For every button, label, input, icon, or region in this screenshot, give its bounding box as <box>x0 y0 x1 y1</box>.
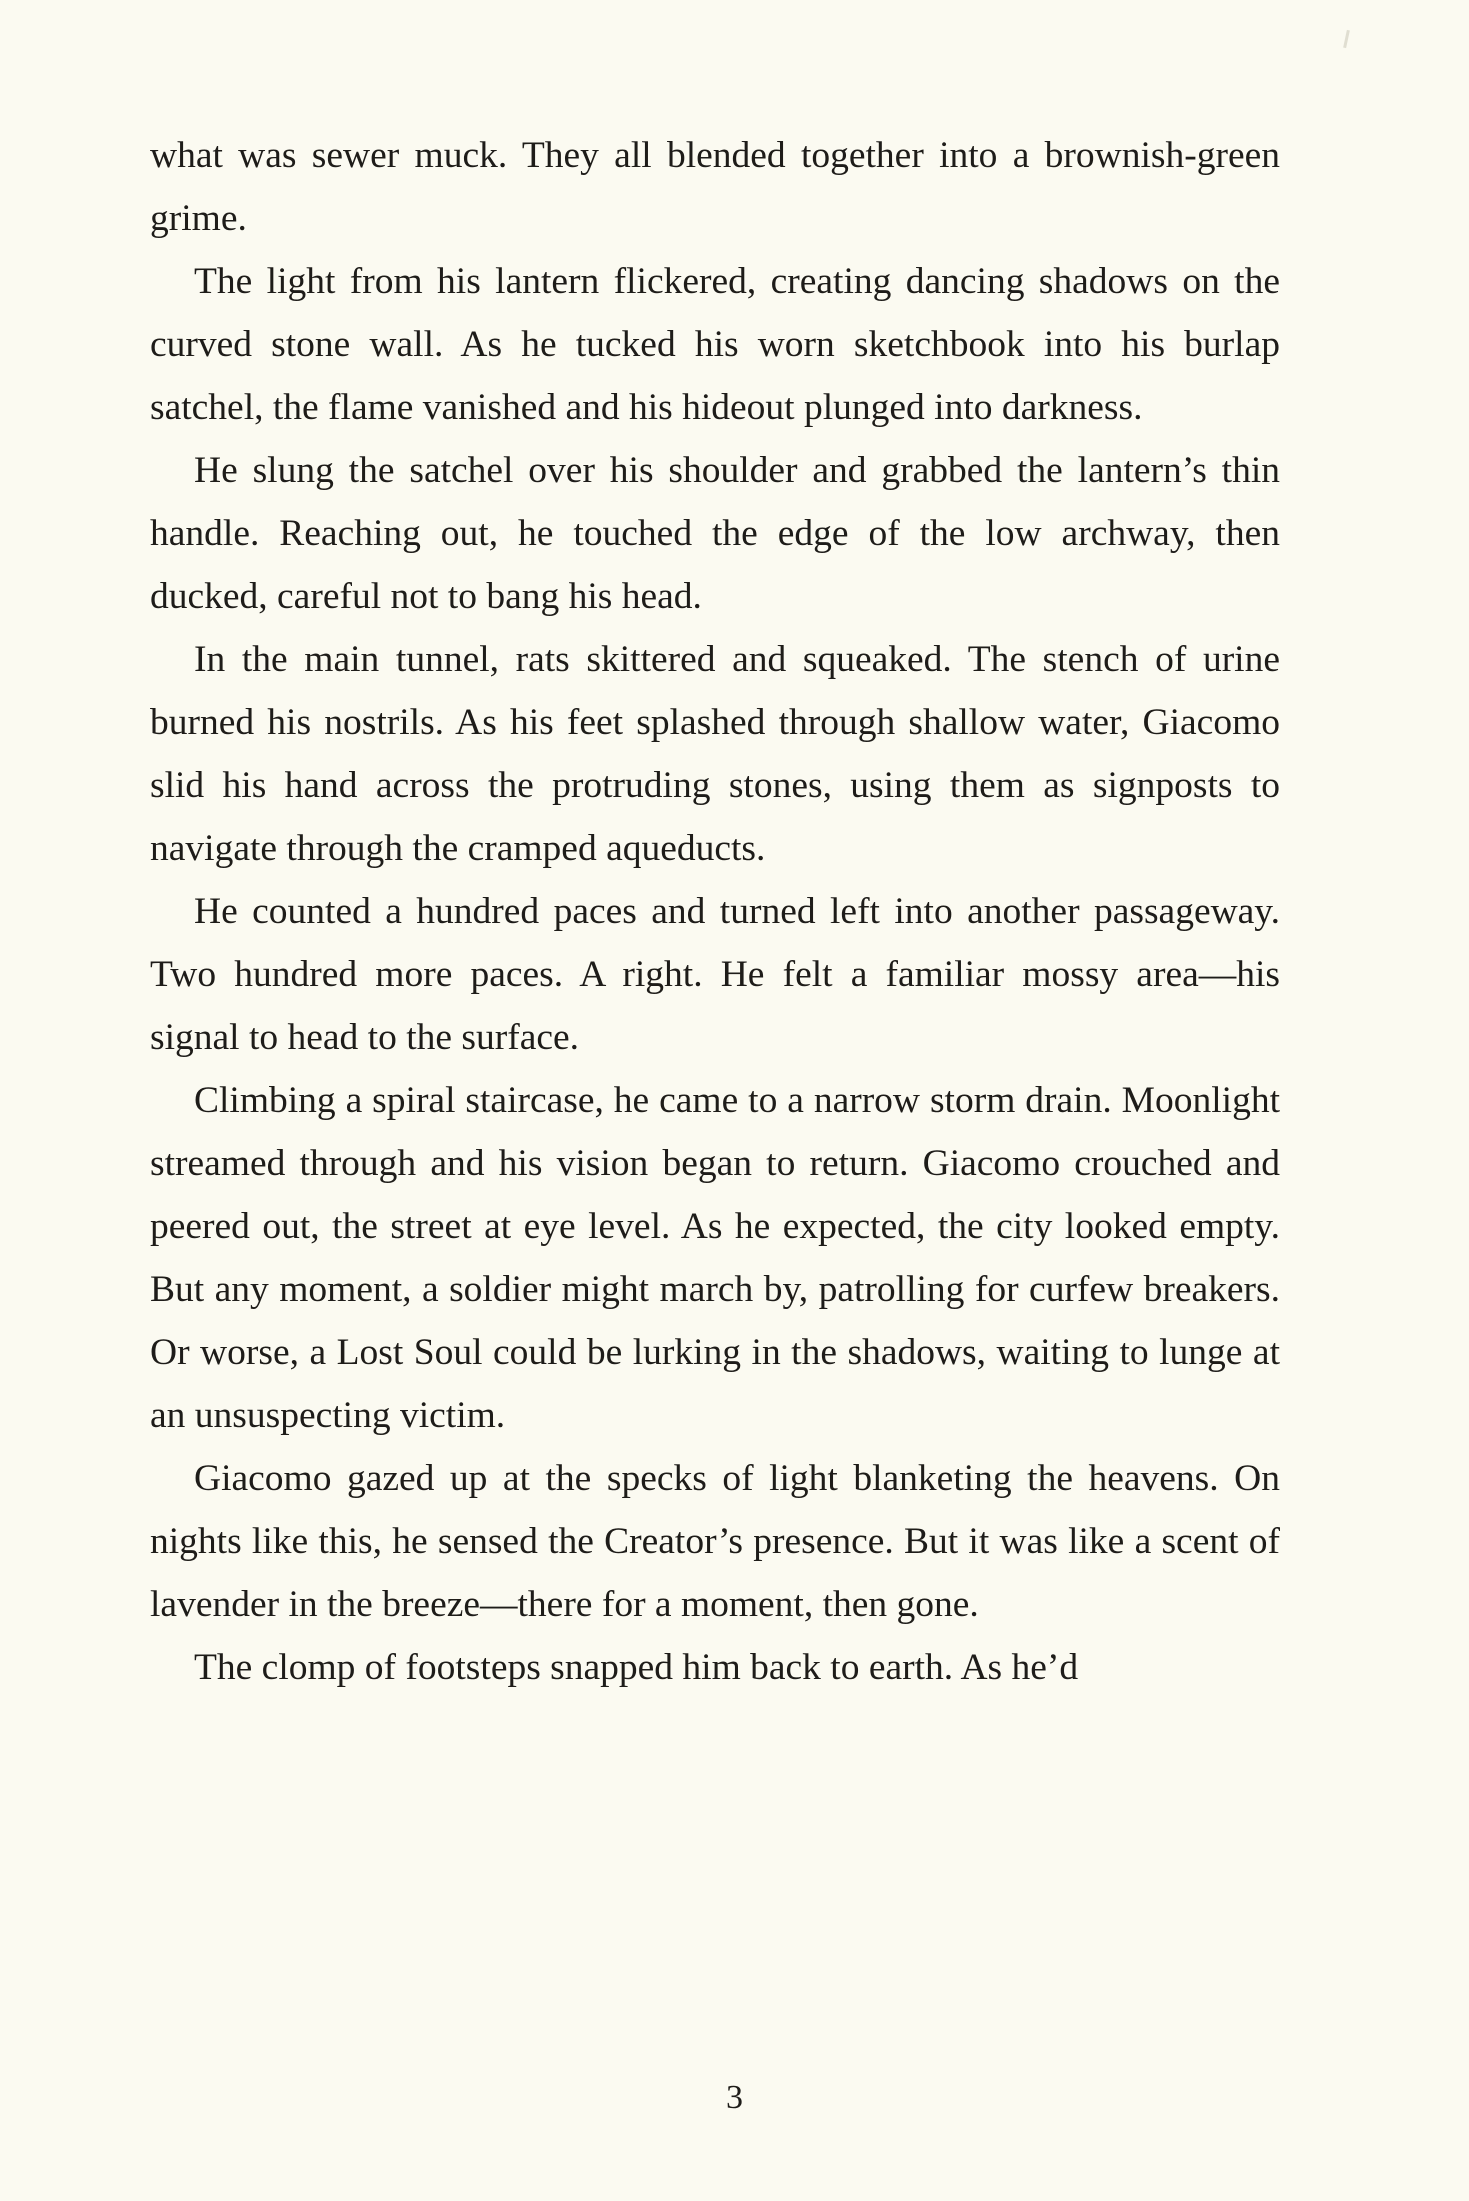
paragraph: The light from his lantern flickered, creating dancing shadows on the curved stone wall. As he tucked his worn sketchbook into his burlap satchel, the flame vanished and his hideout plunged into darkness. <box>150 261 1280 428</box>
page-number: 3 <box>726 2079 743 2116</box>
paragraph: what was sewer muck. They all blended together into a brownish-green grime. <box>150 135 1280 239</box>
paragraph: The clomp of footsteps snapped him back to earth. As he’d <box>194 1647 1079 1688</box>
paragraph: Climbing a spiral staircase, he came to a narrow storm drain. Moonlight streamed through and his vision began to return. Giacomo crouched and peered out, the street at eye level. As he expected, the city looked empty. But any moment, a soldier might march by, patrolling for curfew breakers. Or worse, a Lost Soul could be lurking in the shadows, waiting to lunge at an unsuspecting victim. <box>150 1080 1280 1436</box>
paper-blemish <box>1343 30 1350 48</box>
paragraph: He counted a hundred paces and turned left into another passageway. Two hundred more paces. A right. He felt a familiar mossy area—his signal to head to the surface. <box>150 891 1280 1058</box>
paragraph: In the main tunnel, rats skittered and squeaked. The stench of urine burned his nostrils. As his feet splashed through shallow water, Giacomo slid his hand across the protruding stones, using them as signposts to navigate through the cramped aqueducts. <box>150 639 1280 869</box>
paragraph: Giacomo gazed up at the specks of light blanketing the heavens. On nights like this, he sensed the Creator’s presence. But it was like a scent of lavender in the breeze—there for a moment, then gone. <box>150 1458 1280 1625</box>
paragraph: He slung the satchel over his shoulder and grabbed the lantern’s thin handle. Reaching out, he touched the edge of the low archway, then ducked, careful not to bang his head. <box>150 450 1280 617</box>
body-text <box>150 124 1280 1699</box>
